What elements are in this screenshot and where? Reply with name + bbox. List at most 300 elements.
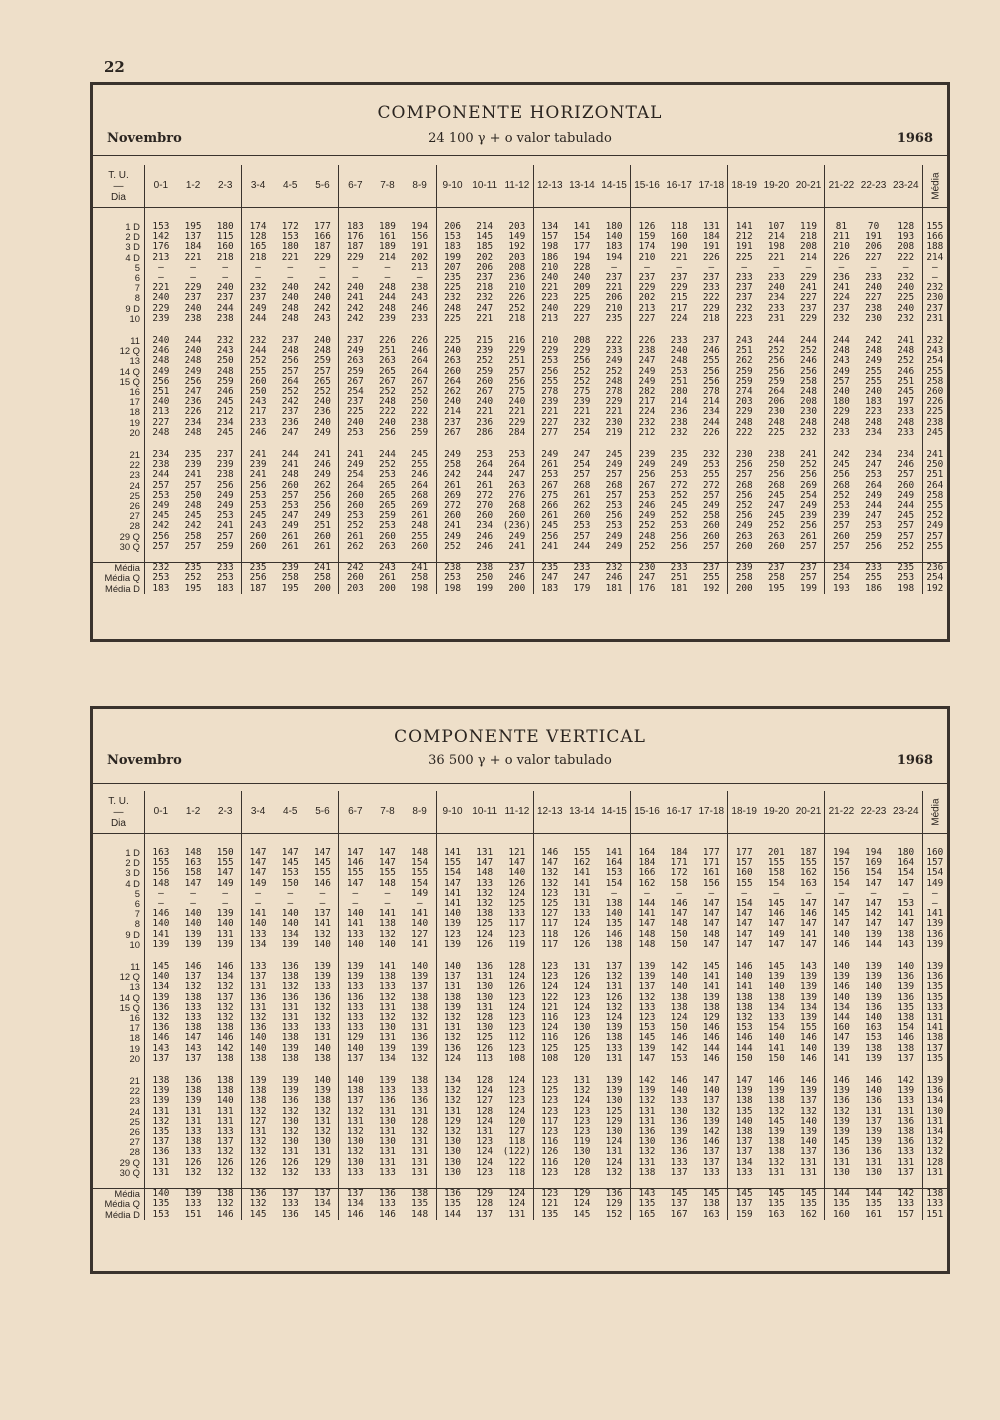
value-cell: 131 bbox=[281, 1013, 299, 1024]
value-cell: 132 bbox=[209, 1013, 241, 1023]
mean-cell: 188 bbox=[922, 242, 947, 252]
value-cell: 235 bbox=[444, 273, 462, 284]
value-cell: 243 bbox=[371, 563, 403, 574]
value-cell: 138 bbox=[152, 1076, 170, 1087]
value-cell: 184 bbox=[695, 232, 727, 242]
day-label: Média Q bbox=[93, 573, 144, 583]
value-cell: 133 bbox=[346, 1013, 364, 1024]
value-cell: 229 bbox=[670, 283, 688, 294]
value-cell: 132 bbox=[404, 1013, 436, 1023]
value-cell: 146 bbox=[793, 909, 825, 919]
table-row bbox=[93, 222, 947, 232]
value-cell: 117 bbox=[501, 919, 533, 929]
value-cell: 131 bbox=[404, 1147, 436, 1157]
value-cell: 148 bbox=[379, 878, 396, 889]
value-cell: 264 bbox=[404, 367, 436, 377]
value-cell: 139 bbox=[890, 982, 922, 992]
value-cell: 132 bbox=[152, 1116, 170, 1127]
value-cell: 132 bbox=[444, 1127, 462, 1138]
value-cell: 252 bbox=[379, 460, 396, 471]
value-cell: 138 bbox=[670, 992, 688, 1003]
value-cell: 145 bbox=[767, 962, 785, 973]
value-cell: 235 bbox=[533, 563, 565, 574]
hour-header: 1-2 bbox=[177, 165, 209, 208]
value-cell: 139 bbox=[152, 939, 170, 950]
value-cell: 128 bbox=[249, 232, 267, 243]
value-cell: 249 bbox=[281, 521, 299, 532]
value-cell: 118 bbox=[501, 1168, 533, 1178]
table-row bbox=[93, 1147, 947, 1157]
value-cell: 141 bbox=[735, 222, 753, 232]
value-cell: 157 bbox=[735, 858, 753, 869]
value-cell: 259 bbox=[476, 366, 494, 377]
hour-header: 17-18 bbox=[695, 791, 727, 834]
header-row bbox=[93, 165, 947, 208]
value-cell: 141 bbox=[444, 888, 462, 899]
value-cell: 126 bbox=[573, 939, 591, 950]
value-cell: 210 bbox=[541, 262, 559, 273]
value-cell: 147 bbox=[890, 879, 922, 889]
value-cell: 256 bbox=[735, 511, 753, 522]
value-cell: 139 bbox=[249, 1076, 267, 1087]
value-cell: 123 bbox=[533, 1189, 565, 1200]
value-cell: 240 bbox=[573, 273, 591, 284]
value-cell: 225 bbox=[346, 407, 364, 418]
day-label: 4 D bbox=[93, 879, 144, 889]
mean-cell: 138 bbox=[922, 1033, 947, 1043]
value-cell: — bbox=[741, 888, 748, 899]
value-cell: 141 bbox=[346, 919, 364, 930]
value-cell: — bbox=[384, 888, 391, 899]
value-cell: 139 bbox=[865, 972, 883, 983]
value-cell: 123 bbox=[541, 888, 559, 899]
value-cell: 216 bbox=[501, 336, 533, 346]
value-cell: 130 bbox=[573, 1147, 591, 1158]
media-header-label: Média bbox=[930, 172, 942, 200]
value-cell: 238 bbox=[767, 450, 785, 461]
value-cell: 249 bbox=[865, 356, 883, 367]
hour-header: 21-22 bbox=[825, 165, 857, 208]
value-cell: 237 bbox=[695, 336, 727, 346]
value-cell: 136 bbox=[670, 1147, 688, 1158]
value-cell: 198 bbox=[767, 242, 785, 253]
value-cell: — bbox=[190, 262, 196, 273]
value-cell: 241 bbox=[793, 283, 825, 293]
value-cell: 130 bbox=[281, 1137, 299, 1148]
value-cell: 147 bbox=[865, 899, 883, 910]
value-cell: 248 bbox=[670, 356, 688, 367]
value-cell: 232 bbox=[249, 336, 267, 347]
value-cell: 258 bbox=[306, 573, 338, 583]
value-cell: 149 bbox=[767, 929, 785, 940]
value-cell: 240 bbox=[670, 346, 688, 357]
mean-cell: 132 bbox=[922, 1137, 947, 1147]
mean-cell: 192 bbox=[922, 584, 947, 594]
value-cell: 153 bbox=[281, 232, 299, 243]
value-cell: 275 bbox=[541, 490, 559, 501]
horizontal-subtitle: 24 100 γ + o valor tabulado bbox=[428, 131, 612, 146]
day-label: 12 Q bbox=[93, 972, 144, 982]
value-cell: 145 bbox=[793, 1189, 825, 1200]
value-cell: 242 bbox=[306, 304, 338, 314]
value-cell: 249 bbox=[184, 366, 202, 377]
value-cell: 140 bbox=[306, 1076, 338, 1086]
value-cell: 246 bbox=[598, 573, 630, 583]
value-cell: 187 bbox=[306, 242, 338, 252]
value-cell: 140 bbox=[832, 992, 850, 1003]
value-cell: — bbox=[741, 262, 748, 273]
value-cell: 135 bbox=[832, 1199, 850, 1210]
value-cell: 153 bbox=[865, 1033, 883, 1044]
value-cell: 253 bbox=[670, 470, 688, 481]
value-cell: 131 bbox=[476, 1127, 494, 1138]
value-cell: 139 bbox=[793, 972, 825, 982]
day-label: 9 D bbox=[93, 930, 144, 940]
value-cell: 251 bbox=[890, 377, 922, 387]
value-cell: 145 bbox=[476, 232, 494, 243]
value-cell: 140 bbox=[865, 1013, 883, 1024]
table-row bbox=[93, 930, 947, 940]
value-cell: 256 bbox=[638, 470, 656, 481]
value-cell: 132 bbox=[281, 982, 299, 993]
value-cell: 208 bbox=[890, 242, 922, 252]
value-cell: 136 bbox=[281, 962, 299, 973]
value-cell: 81 bbox=[835, 222, 848, 232]
value-cell: 244 bbox=[767, 336, 785, 347]
value-cell: 147 bbox=[444, 878, 462, 889]
value-cell: — bbox=[190, 888, 196, 899]
value-cell: 249 bbox=[306, 428, 338, 438]
value-cell: 252 bbox=[793, 460, 825, 470]
value-cell: 138 bbox=[306, 1054, 338, 1064]
value-cell: 153 bbox=[152, 1209, 170, 1220]
value-cell: 202 bbox=[404, 253, 436, 263]
value-cell: 139 bbox=[177, 1189, 209, 1200]
value-cell: 253 bbox=[444, 573, 462, 584]
value-cell: 149 bbox=[209, 879, 241, 889]
value-cell: 222 bbox=[404, 407, 436, 417]
value-cell: 124 bbox=[573, 1096, 591, 1107]
day-label: 7 bbox=[93, 909, 144, 919]
value-cell: 147 bbox=[209, 868, 241, 878]
value-cell: 108 bbox=[541, 1053, 559, 1064]
value-cell: 141 bbox=[793, 930, 825, 940]
value-cell: 186 bbox=[541, 252, 559, 263]
value-cell: 145 bbox=[663, 1189, 695, 1200]
value-cell: 131 bbox=[249, 982, 267, 993]
value-cell: 116 bbox=[541, 1013, 559, 1024]
value-cell: 144 bbox=[832, 1013, 850, 1024]
value-cell: 147 bbox=[249, 868, 267, 879]
value-cell: 238 bbox=[209, 470, 241, 480]
value-cell: 256 bbox=[670, 531, 688, 542]
value-cell: 253 bbox=[670, 366, 688, 377]
value-cell: 161 bbox=[865, 1209, 883, 1220]
value-cell: 131 bbox=[152, 1157, 170, 1168]
value-cell: 166 bbox=[306, 232, 338, 242]
mean-cell: 236 bbox=[922, 563, 947, 574]
mean-cell: 255 bbox=[922, 367, 947, 377]
value-cell: 145 bbox=[760, 1189, 792, 1200]
value-cell: 263 bbox=[379, 356, 396, 367]
value-cell: 132 bbox=[476, 899, 494, 910]
value-cell: 180 bbox=[832, 397, 850, 408]
value-cell: 141 bbox=[638, 909, 656, 920]
value-cell: 123 bbox=[573, 1116, 591, 1127]
value-cell: — bbox=[793, 889, 825, 899]
value-cell: 142 bbox=[890, 1076, 922, 1086]
value-cell: 147 bbox=[249, 848, 267, 858]
value-cell: 139 bbox=[767, 1086, 785, 1097]
value-cell: 133 bbox=[306, 1023, 338, 1033]
mean-cell: 136 bbox=[922, 972, 947, 982]
value-cell: 262 bbox=[573, 501, 591, 512]
value-cell: 256 bbox=[793, 470, 825, 480]
value-cell: 131 bbox=[404, 1137, 436, 1147]
value-cell: 255 bbox=[249, 366, 267, 377]
value-cell: 160 bbox=[670, 232, 688, 243]
value-cell: 239 bbox=[152, 313, 170, 324]
value-cell: 260 bbox=[767, 541, 785, 552]
value-cell: 191 bbox=[735, 242, 753, 253]
value-cell: 260 bbox=[476, 376, 494, 387]
value-cell: 260 bbox=[695, 521, 727, 531]
value-cell: 246 bbox=[306, 460, 338, 470]
value-cell: 241 bbox=[793, 450, 825, 460]
hour-header: 16-17 bbox=[663, 791, 695, 834]
horizontal-month: Novembro bbox=[107, 131, 182, 146]
value-cell: 145 bbox=[152, 962, 170, 973]
table-row bbox=[93, 1210, 947, 1220]
value-cell: 139 bbox=[865, 929, 883, 940]
value-cell: 252 bbox=[573, 376, 591, 387]
value-cell: 133 bbox=[346, 1023, 364, 1034]
mean-cell: 134 bbox=[922, 1127, 947, 1137]
day-label: 6 bbox=[93, 273, 144, 283]
value-cell: 131 bbox=[573, 1076, 591, 1087]
value-cell: 241 bbox=[832, 283, 850, 294]
value-cell: 140 bbox=[670, 1086, 688, 1097]
value-cell: 124 bbox=[670, 1013, 688, 1024]
value-cell: 245 bbox=[890, 387, 922, 397]
value-cell: 221 bbox=[476, 313, 494, 324]
value-cell: 137 bbox=[638, 982, 656, 993]
value-cell: 253 bbox=[638, 490, 656, 501]
value-cell: 132 bbox=[444, 1033, 462, 1044]
mean-cell: 166 bbox=[922, 232, 947, 242]
value-cell: 139 bbox=[152, 1086, 170, 1097]
value-cell: 233 bbox=[598, 346, 630, 356]
value-cell: 242 bbox=[865, 336, 883, 347]
value-cell: 146 bbox=[793, 1054, 825, 1064]
value-cell: 208 bbox=[793, 242, 825, 252]
value-cell: 241 bbox=[444, 521, 462, 532]
dia-label: Dia bbox=[110, 817, 126, 829]
hour-header: 10-11 bbox=[469, 165, 501, 208]
value-cell: 133 bbox=[379, 1199, 396, 1210]
value-cell: 152 bbox=[598, 1210, 630, 1220]
value-cell: 246 bbox=[404, 470, 436, 480]
value-cell: 248 bbox=[793, 418, 825, 428]
value-cell: 135 bbox=[638, 1199, 656, 1210]
value-cell: 147 bbox=[501, 858, 533, 868]
value-cell: 142 bbox=[695, 1127, 727, 1137]
table-row bbox=[93, 407, 947, 417]
value-cell: 139 bbox=[793, 1013, 825, 1023]
value-cell: 240 bbox=[476, 397, 494, 408]
value-cell: 140 bbox=[865, 982, 883, 993]
value-cell: 255 bbox=[695, 356, 727, 366]
value-cell: 147 bbox=[281, 848, 299, 858]
value-cell: 252 bbox=[638, 541, 656, 552]
value-cell: 134 bbox=[249, 939, 267, 950]
value-cell: 132 bbox=[209, 1147, 241, 1157]
value-cell: 139 bbox=[638, 962, 656, 973]
value-cell: — bbox=[255, 273, 261, 284]
value-cell: 257 bbox=[573, 470, 591, 481]
value-cell: 265 bbox=[379, 501, 396, 512]
value-cell: 131 bbox=[404, 1107, 436, 1117]
value-cell: 143 bbox=[152, 1043, 170, 1054]
value-cell: 229 bbox=[346, 252, 364, 263]
value-cell: 131 bbox=[444, 1023, 462, 1034]
value-cell: 249 bbox=[541, 450, 559, 461]
value-cell: 239 bbox=[209, 460, 241, 470]
value-cell: 140 bbox=[444, 909, 462, 920]
value-cell: 264 bbox=[865, 480, 883, 491]
value-cell: 177 bbox=[573, 242, 591, 253]
value-cell: 136 bbox=[865, 1147, 883, 1158]
value-cell: 194 bbox=[404, 222, 436, 232]
value-cell: 233 bbox=[249, 417, 267, 428]
value-cell: 133 bbox=[379, 1086, 396, 1097]
value-cell: 140 bbox=[281, 909, 299, 920]
value-cell: 174 bbox=[249, 222, 267, 232]
value-cell: 230 bbox=[598, 418, 630, 428]
value-cell: 122 bbox=[501, 1158, 533, 1168]
value-cell: 245 bbox=[832, 460, 850, 471]
value-cell: 240 bbox=[306, 397, 338, 407]
value-cell: 259 bbox=[767, 376, 785, 387]
value-cell: 253 bbox=[865, 470, 883, 481]
value-cell: 137 bbox=[209, 993, 241, 1003]
value-cell: 183 bbox=[152, 583, 170, 594]
value-cell: 253 bbox=[501, 450, 533, 460]
value-cell: 126 bbox=[281, 1157, 299, 1168]
mean-cell: 243 bbox=[922, 346, 947, 356]
value-cell: 244 bbox=[695, 418, 727, 428]
table-row bbox=[93, 573, 947, 583]
day-label: 19 bbox=[93, 1044, 144, 1054]
value-cell: 251 bbox=[152, 387, 170, 398]
value-cell: 214 bbox=[793, 253, 825, 263]
value-cell: 124 bbox=[573, 1199, 591, 1210]
value-cell: 138 bbox=[404, 1189, 436, 1200]
value-cell: 236 bbox=[306, 407, 338, 417]
value-cell: 131 bbox=[209, 1117, 241, 1127]
value-cell: 269 bbox=[793, 481, 825, 491]
value-cell: 238 bbox=[209, 314, 241, 324]
value-cell: 201 bbox=[767, 848, 785, 858]
value-cell: 240 bbox=[541, 273, 559, 284]
day-label: 3 D bbox=[93, 242, 144, 252]
value-cell: 225 bbox=[767, 427, 785, 438]
value-cell: 260 bbox=[346, 490, 364, 501]
table-row bbox=[93, 428, 947, 438]
value-cell: 138 bbox=[476, 909, 494, 920]
value-cell: 149 bbox=[501, 232, 533, 242]
value-cell: 227 bbox=[573, 313, 591, 324]
value-cell: 160 bbox=[209, 242, 241, 252]
hour-header: 0-1 bbox=[144, 791, 176, 834]
value-cell: 119 bbox=[501, 940, 533, 950]
value-cell: 147 bbox=[379, 848, 396, 858]
hour-header: 20-21 bbox=[793, 165, 825, 208]
value-cell: 257 bbox=[152, 480, 170, 491]
value-cell: 257 bbox=[598, 470, 630, 480]
value-cell: 221 bbox=[541, 407, 559, 418]
value-cell: 128 bbox=[476, 1076, 494, 1087]
value-cell: 140 bbox=[144, 1189, 176, 1200]
vertical-subtitle: 36 500 γ + o valor tabulado bbox=[428, 753, 612, 768]
value-cell: 116 bbox=[541, 1157, 559, 1168]
value-cell: 256 bbox=[379, 427, 396, 438]
value-cell: 150 bbox=[735, 1053, 753, 1064]
value-cell: 132 bbox=[306, 1003, 338, 1013]
value-cell: 267 bbox=[541, 480, 559, 491]
day-label: 21 bbox=[93, 1076, 144, 1086]
value-cell: 237 bbox=[184, 293, 202, 304]
value-cell: 194 bbox=[598, 253, 630, 263]
value-cell: 232 bbox=[144, 563, 176, 574]
value-cell: 259 bbox=[209, 377, 241, 387]
value-cell: 136 bbox=[670, 1137, 688, 1148]
value-cell: 144 bbox=[857, 1189, 889, 1200]
value-cell: 242 bbox=[346, 313, 364, 324]
value-cell: 132 bbox=[695, 1107, 727, 1117]
value-cell: 137 bbox=[890, 1168, 922, 1178]
value-cell: 187 bbox=[249, 583, 267, 594]
value-cell: 139 bbox=[767, 972, 785, 983]
day-label: 13 bbox=[93, 982, 144, 992]
value-cell: 138 bbox=[184, 1137, 202, 1148]
value-cell: 131 bbox=[404, 1023, 436, 1033]
value-cell: 275 bbox=[501, 387, 533, 397]
value-cell: 133 bbox=[573, 909, 591, 920]
value-cell: 229 bbox=[501, 418, 533, 428]
value-cell: 247 bbox=[184, 387, 202, 398]
value-cell: 141 bbox=[404, 909, 436, 919]
day-label: 19 bbox=[93, 418, 144, 428]
value-cell: 140 bbox=[767, 1033, 785, 1044]
value-cell: 247 bbox=[573, 450, 591, 461]
value-cell: 214 bbox=[476, 222, 494, 232]
value-cell: 234 bbox=[152, 450, 170, 461]
table-row bbox=[93, 1096, 947, 1106]
day-label: Média bbox=[93, 1189, 144, 1200]
value-cell: 208 bbox=[793, 397, 825, 407]
value-cell: 147 bbox=[832, 1033, 850, 1044]
value-cell: 167 bbox=[670, 1209, 688, 1220]
value-cell: 236 bbox=[184, 397, 202, 408]
value-cell: 233 bbox=[865, 273, 883, 284]
value-cell: 233 bbox=[404, 314, 436, 324]
value-cell: 133 bbox=[184, 1199, 202, 1210]
value-cell: 141 bbox=[573, 222, 591, 232]
day-label: 28 bbox=[93, 521, 144, 531]
value-cell: 236 bbox=[501, 273, 533, 283]
day-label: 20 bbox=[93, 1054, 144, 1064]
